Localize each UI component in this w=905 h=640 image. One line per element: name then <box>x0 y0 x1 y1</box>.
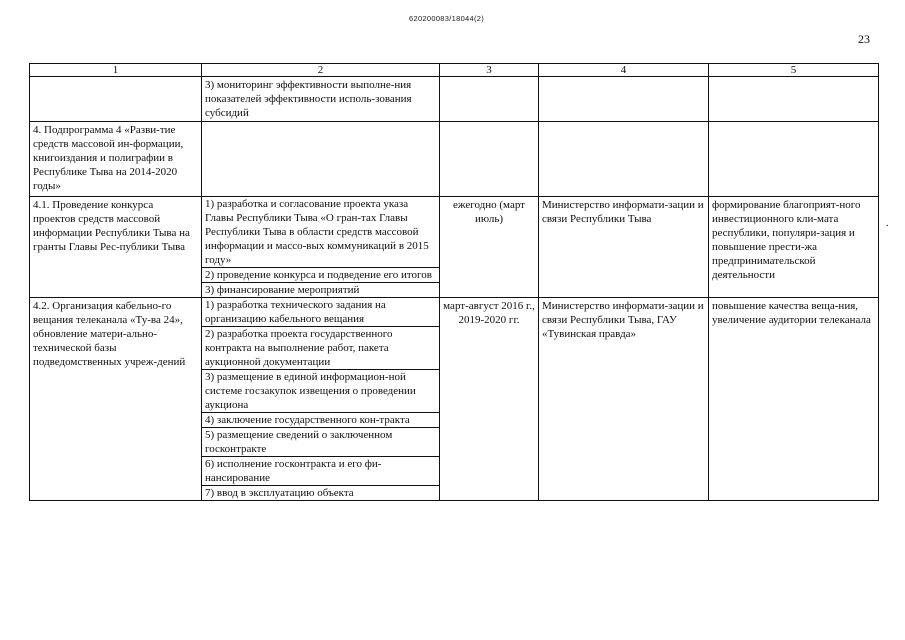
cell-result: формирование благоприят-ного инвестиционного кли-мата республики, популяри-зация и повышение прести-жа предпринимательской деятельности <box>709 197 879 298</box>
stage-item: 5) размещение сведений о заключенном госконтракте <box>202 428 439 457</box>
stage-item: 2) разработка проекта государственного контракта на выполнение работ, пакета аукционной документации <box>202 327 439 370</box>
page-number: 23 <box>858 32 870 46</box>
stage-item: 1) разработка технического задания на организацию кабельного вещания <box>202 298 439 327</box>
table-row <box>30 298 879 501</box>
stage-item: 4) заключение государственного кон-тракта <box>202 413 439 428</box>
margin-mark: . <box>886 218 889 229</box>
cell-measure: 4.2. Организация кабельно-го вещания телеканала «Ту-ва 24», обновление матери-ально-технической базы подведомственных учреж-дений <box>30 298 202 501</box>
table-row <box>30 77 879 122</box>
stage-item: 7) ввод в эксплуатацию объекта <box>205 487 354 499</box>
cell-stages <box>202 122 440 197</box>
cell-stages <box>202 77 440 122</box>
stage-item: 1) разработка и согласование проекта указа Главы Республики Тыва «О гран-тах Главы Республики Тыва в области средств массовой информации и массо-вых коммуникаций в 2015 году» <box>202 197 439 268</box>
document-stamp: 620200083/18044(2) <box>409 14 485 23</box>
cell-executor: Министерство информати-зации и связи Республики Тыва <box>539 197 709 298</box>
cell-stages <box>202 298 440 501</box>
stage-item: 3) финансирование мероприятий <box>205 284 360 296</box>
stage-item: 2) проведение конкурса и подведение его итогов <box>202 268 439 283</box>
plan-table <box>29 63 879 501</box>
cell-executor <box>539 122 709 197</box>
cell-result <box>709 122 879 197</box>
cell-measure: 4.1. Проведение конкурса проектов средств массовой информации Республики Тыва на гранты Главы Рес-публики Тыва <box>30 197 202 298</box>
table-header-row <box>30 64 879 77</box>
cell-subprogram: 4. Подпрограмма 4 «Разви-тие средств массовой ин-формации, книгоиздания и полиграфии в Республике Тыва на 2014-2020 годы» <box>30 122 202 197</box>
cell-term <box>440 77 539 122</box>
stage-item: 6) исполнение госконтракта и его фи-нансирование <box>202 457 439 486</box>
cell-executor <box>539 77 709 122</box>
cell-result <box>709 77 879 122</box>
stage-item: 3) размещение в единой информацион-ной системе госзакупок извещения о проведении аукциона <box>202 370 439 413</box>
column-header: 1 <box>30 64 202 77</box>
cell-executor: Министерство информати-зации и связи Республики Тыва, ГАУ «Тувинская правда» <box>539 298 709 501</box>
cell-stages <box>202 197 440 298</box>
column-header: 5 <box>709 64 879 77</box>
stage-item: 3) мониторинг эффективности выполне-ния показателей эффективности исполь-зования субсидий <box>205 79 412 119</box>
cell-result: повышение качества веща-ния, увеличение аудитории телеканала <box>709 298 879 501</box>
column-header: 2 <box>202 64 440 77</box>
table-row <box>30 122 879 197</box>
cell-term: март-август 2016 г., 2019-2020 гг. <box>440 298 539 501</box>
column-header: 3 <box>440 64 539 77</box>
cell-term: ежегодно (март июль) <box>440 197 539 298</box>
cell-measure <box>30 77 202 122</box>
table-row <box>30 197 879 298</box>
column-header: 4 <box>539 64 709 77</box>
cell-term <box>440 122 539 197</box>
